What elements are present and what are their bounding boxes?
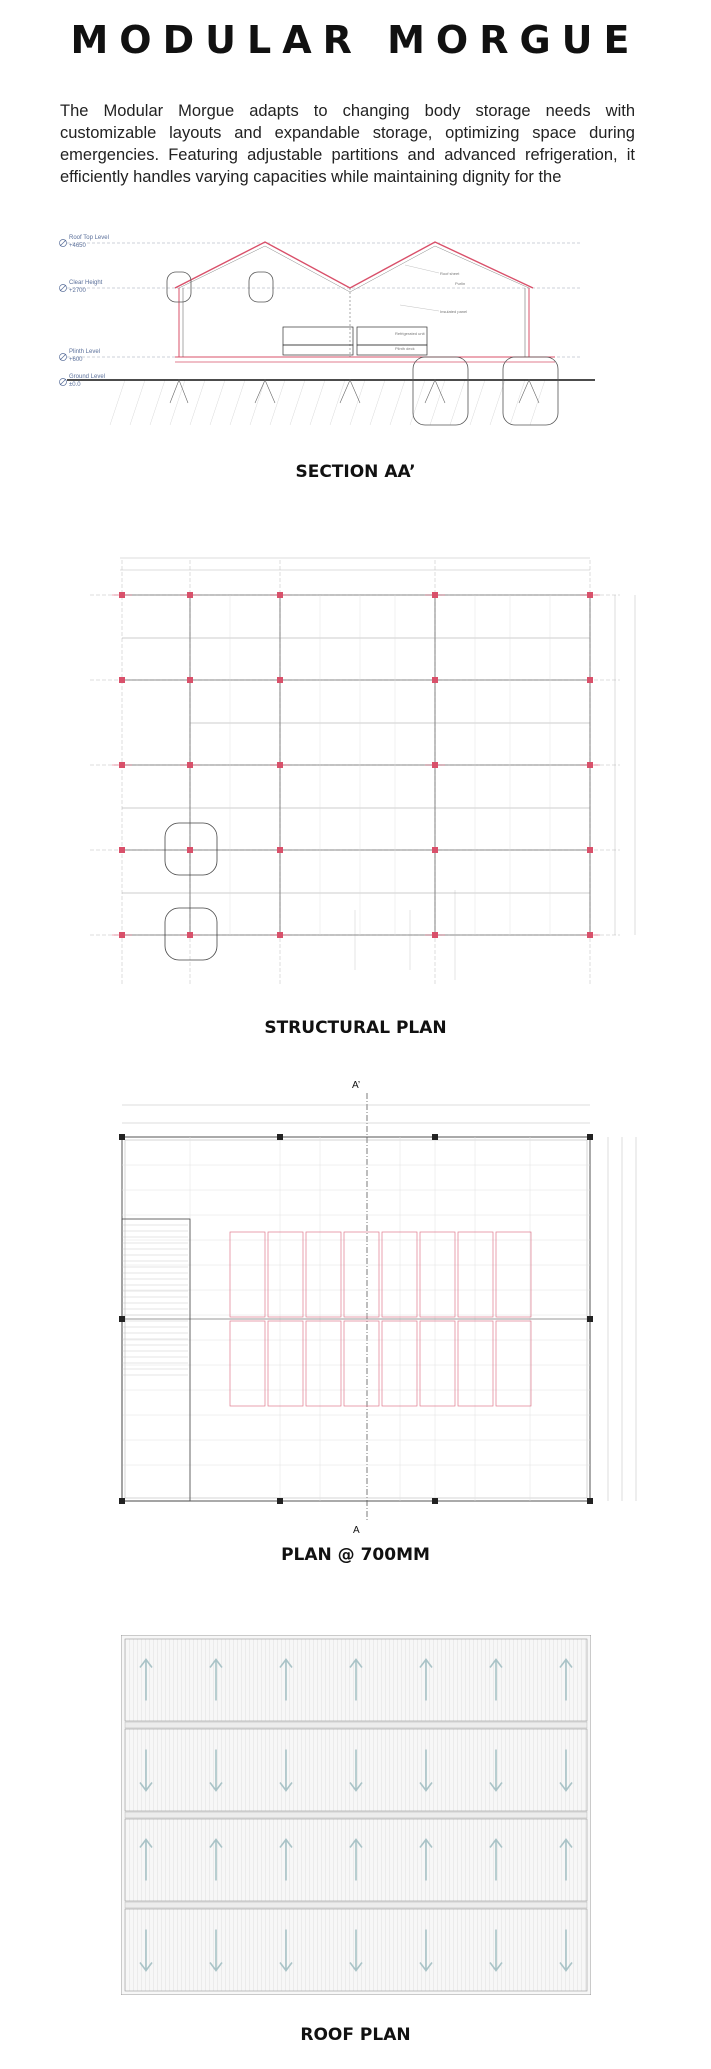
level-label-ground: Ground Level — [69, 374, 106, 380]
svg-text:Refrigerated unit: Refrigerated unit — [395, 331, 425, 336]
roof-ridge — [125, 1902, 587, 1908]
roof-ridge — [125, 1812, 587, 1818]
page-title: MODULAR MORGUE — [70, 18, 641, 62]
svg-text:Insulated panel: Insulated panel — [440, 309, 468, 314]
svg-text:Plinth deck: Plinth deck — [395, 346, 415, 351]
roof-plan-drawing — [121, 1635, 591, 1995]
section-marker-top: A’ — [352, 1080, 361, 1091]
section-marker-bottom: A — [353, 1525, 360, 1535]
level-value-ground: ±0.0 — [69, 382, 81, 388]
roof-plan-caption: ROOF PLAN — [300, 2025, 411, 2045]
level-value-roof: +4650 — [69, 243, 86, 249]
structural-plan-drawing — [90, 540, 655, 1000]
roof-ridge — [125, 1722, 587, 1728]
level-value-plinth: +600 — [69, 357, 83, 363]
level-label-plinth: Plinth Level — [69, 349, 101, 355]
structural-plan-caption: STRUCTURAL PLAN — [264, 1018, 447, 1038]
section-drawing — [55, 225, 605, 440]
svg-text:Roof sheet: Roof sheet — [440, 271, 460, 276]
level-value-clear: +2700 — [69, 288, 86, 294]
svg-text:Purlin: Purlin — [455, 281, 466, 286]
floor-plan-drawing — [110, 1075, 655, 1535]
intro-paragraph: The Modular Morgue adapts to changing body storage needs with customizable layouts and expandable storage, optimizing space during emergencies. Featuring adjustable partitions and advanced refrigeration, it efficiently handles varying capacities while maintaining dignity for the — [60, 102, 635, 186]
level-label-clear: Clear Height — [69, 280, 103, 286]
floor-plan-caption: PLAN @ 700MM — [281, 1545, 430, 1565]
level-label-roof: Roof Top Level — [69, 235, 109, 241]
section-caption: SECTION AA’ — [295, 462, 416, 482]
